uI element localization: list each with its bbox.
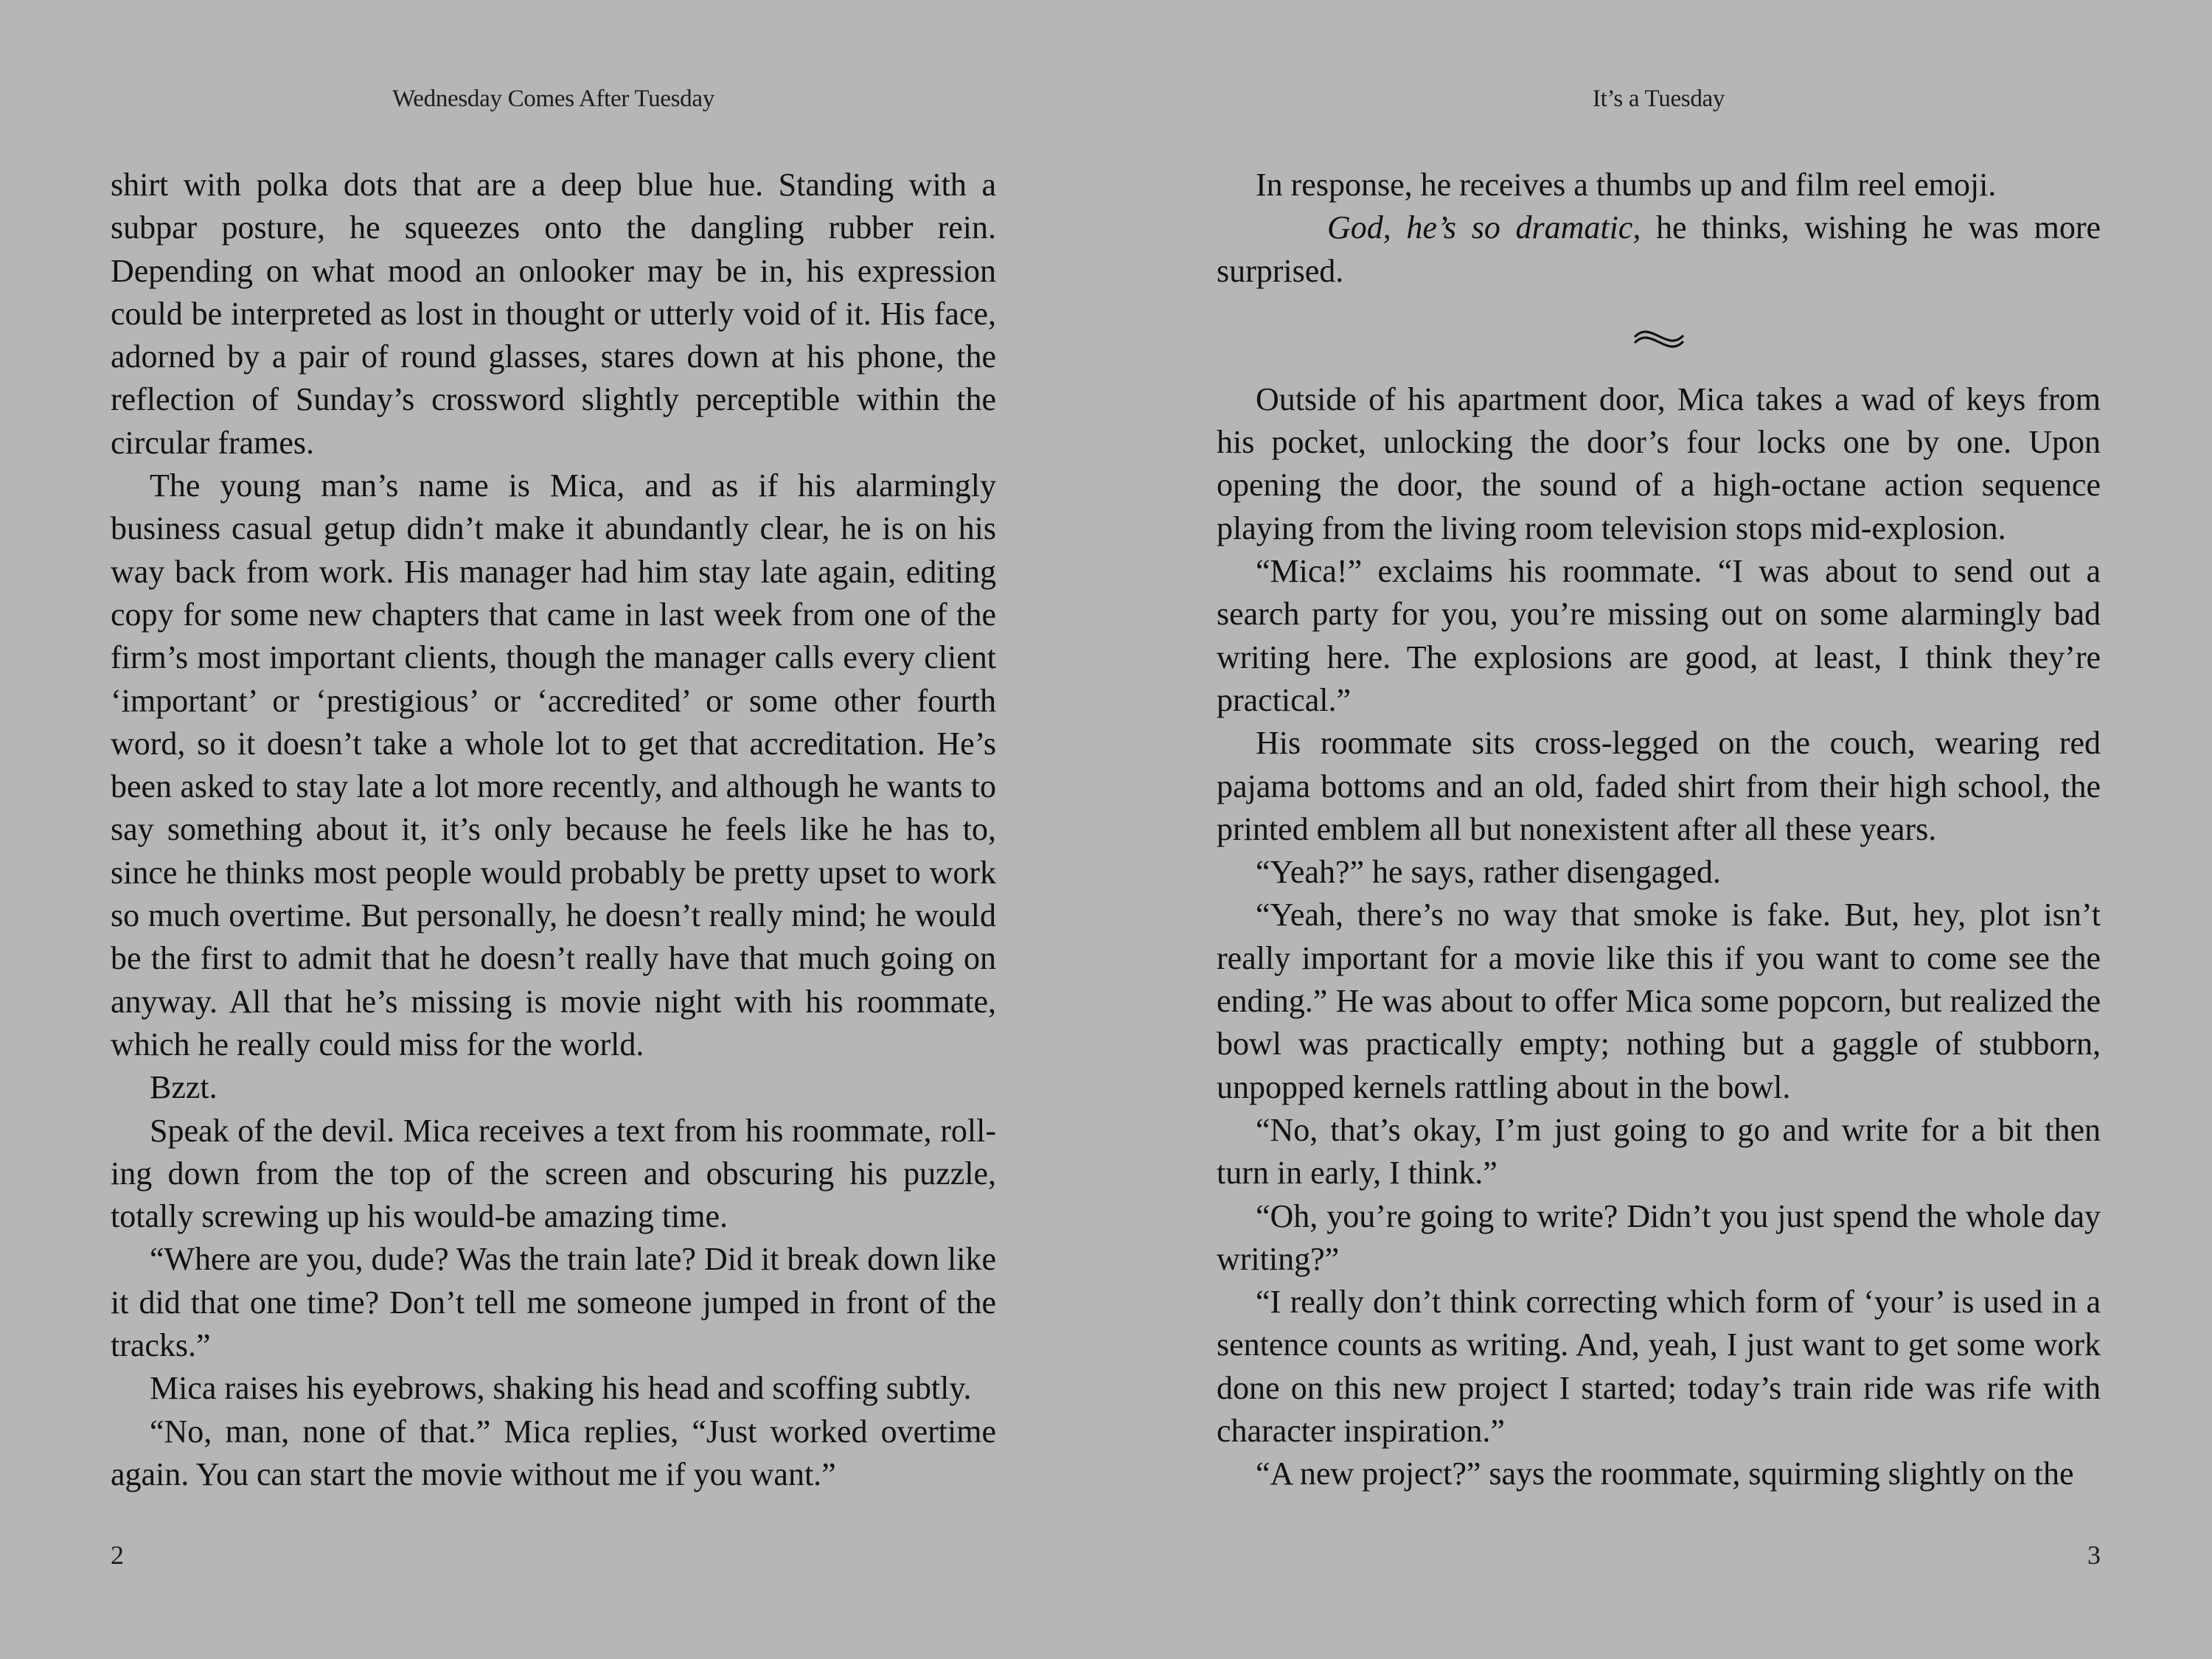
paragraph: Mica raises his eyebrows, shaking his head and scoffing subtly.: [150, 1370, 972, 1407]
right-page: [1217, 0, 2101, 1659]
paragraph: “Where are you, dude? Was the train late? Did it break down like it did that one time? Don’t tell me someone jumped in front of the tracks.”: [111, 1241, 996, 1364]
paragraph: “Mica!” exclaims his roommate. “I was about to send out a search party for you, you’re missing out on some alarmingly bad writing here. The explosions are good, at least, I think they’re practical.”: [1217, 553, 2101, 718]
right-page-body: [1217, 164, 2101, 1496]
paragraph: “Yeah?” he says, rather disengaged.: [1256, 854, 1721, 891]
paragraph: Speak of the devil. Mica receives a text from his roommate, rolling down from the top of the screen and obscuring his puzzle, totally screwing up his would-be amazing time.: [111, 1112, 996, 1235]
paragraph: shirt with polka dots that are a deep blue hue. Standing with a subpar posture, he squeezes onto the dangling rubber rein. Depending on what mood an onlooker may be in, his expression could be interpreted as lost in thought or utterly void of it. His face, adorned by a pair of round glasses, stares down at his phone, the reflection of Sunday’s crossword slightly perceptible within the circular frames.: [111, 167, 996, 461]
paragraph: “A new project?” says the roommate, squirming slightly on the: [1256, 1455, 2074, 1492]
paragraph: “No, that’s okay, I’m just going to go and write for a bit then turn in early, I think.”: [1217, 1111, 2101, 1192]
paragraph: “Yeah, there’s no way that smoke is fake. But, hey, plot isn’t really important for a movie like this if you want to come see the ending.” He was about to offer Mica some popcorn, but realized the bowl was practically empty; nothing but a gaggle of stubborn, unpopped kernels rattling about in the bowl.: [1217, 897, 2101, 1105]
paragraph: In response, he receives a thumbs up and film reel emoji.: [1256, 167, 1997, 203]
paragraph: “No, man, none of that.” Mica replies, “Just worked overtime again. You can start the movie without me if you want.”: [111, 1413, 996, 1492]
page-number-right: 3: [2087, 1540, 2101, 1570]
page-number-left: 2: [111, 1540, 124, 1570]
paragraph: “I really don’t think correcting which form of ‘your’ is used in a sentence counts as writing. And, yeah, I just want to get some work done on this new project I started; today’s train ride was rife with character inspiration.”: [1217, 1284, 2101, 1450]
italic-thought-rest: he thinks, wishing he was more surprised.: [1217, 209, 2101, 289]
section-break-ornament-icon: [1217, 293, 2101, 378]
italic-thought: God, he’s so dramatic,: [1327, 209, 1641, 246]
running-head-left: Wednesday Comes After Tuesday: [392, 86, 714, 112]
left-page: [111, 0, 996, 1659]
left-page-body: [111, 164, 996, 1496]
paragraph: Bzzt.: [150, 1069, 218, 1106]
running-head-right: It’s a Tuesday: [1592, 86, 1725, 112]
paragraph: His roommate sits cross-legged on the couch, wearing red pajama bottoms and an old, faded shirt from their high school, the printed emblem all but nonexistent after all these years.: [1217, 725, 2101, 847]
paragraph: “Oh, you’re going to write? Didn’t you just spend the whole day writing?”: [1217, 1197, 2101, 1277]
paragraph: The young man’s name is Mica, and as if his alarmingly business casual getup didn’t make it abundantly clear, he is on his way back from work. His manager had him stay late again, editing copy for some new chapters that came in last week from one of the firm’s most important clients, though the manager calls every client ‘important’ or ‘prestigious’ or ‘accredited’ or some other fourth word, so it doesn’t take a whole lot to get that accreditation. He’s been asked to stay late a lot more recently, and although he wants to say something about it, it’s only because he feels like he has to, since he thinks most people would probably be pretty upset to work so much overtime. But personally, he doesn’t really mind; he would be the first to admit that he doesn’t really have that much going on anyway. All that he’s missing is movie night with his roommate, which he really could miss for the world.: [111, 467, 996, 1062]
italic-thought-paragraph: [1217, 206, 2101, 293]
paragraph: Outside of his apartment door, Mica takes a wad of keys from his pocket, unlocking the door’s four locks one by one. Upon opening the door, the sound of a high-octane action sequence playing from the living room television stops mid-explosion.: [1217, 380, 2101, 546]
